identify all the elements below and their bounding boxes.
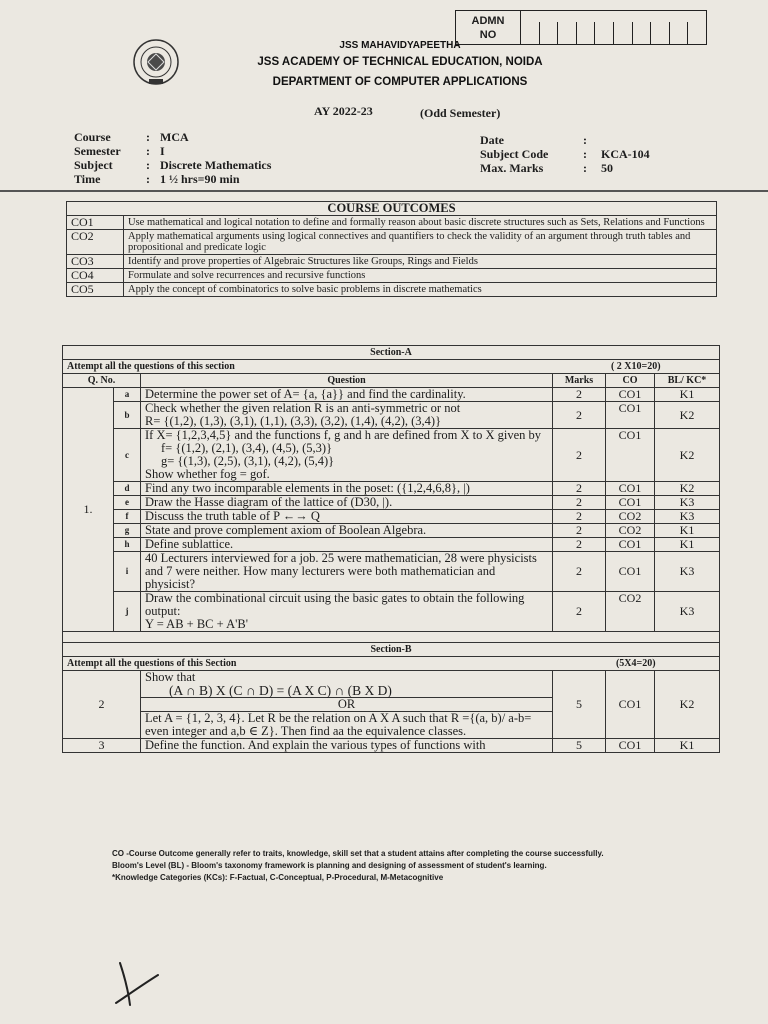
- detail-key: Time: [74, 172, 101, 186]
- question-marks: 2: [553, 538, 606, 552]
- question-line: Find any two incomparable elements in the poset: ({1,2,4,6,8}, |): [145, 481, 470, 495]
- question-bl: K1: [655, 524, 720, 538]
- question-marks: 2: [553, 388, 606, 402]
- question-co: CO1: [606, 538, 655, 552]
- course-outcome-row: [67, 255, 717, 269]
- course-outcome-id: CO2: [67, 230, 124, 255]
- question-line: f= {(1,2), (2,1), (3,4), (4,5), (5,3)}: [161, 441, 333, 455]
- question-bl: K2: [655, 429, 720, 482]
- question-part: [141, 739, 552, 752]
- question-text: [141, 429, 553, 482]
- question-line: If X= {1,2,3,4,5} and the functions f, g and h are defined from X to X given by: [145, 428, 542, 442]
- detail-row: [74, 158, 271, 172]
- course-outcome-row: [67, 216, 717, 230]
- detail-row: [74, 172, 271, 186]
- question-number: 1.: [63, 388, 114, 632]
- question-table: [62, 345, 720, 753]
- course-outcome-text: Formulate and solve recurrences and recursive functions: [124, 269, 717, 283]
- footnotes: [112, 848, 672, 884]
- course-outcomes-title: COURSE OUTCOMES: [67, 202, 717, 216]
- question-marks: 2: [553, 510, 606, 524]
- question-bl: K3: [655, 592, 720, 632]
- detail-colon: :: [146, 130, 150, 144]
- admission-label-line2: NO: [479, 29, 497, 41]
- section-b-title-row: [63, 643, 720, 657]
- section-a-marks-scheme: ( 2 X10=20): [553, 360, 720, 374]
- question-row: [63, 388, 720, 402]
- question-number: 3: [63, 739, 141, 753]
- question-letter: d: [114, 482, 141, 496]
- institution-parent: JSS MAHAVIDYAPEETHA: [339, 40, 461, 51]
- section-b-title: Section-B: [63, 643, 720, 657]
- question-marks: 2: [553, 482, 606, 496]
- question-line: Discuss the truth table of P ←→ Q: [145, 509, 320, 523]
- institute-seal-icon: [132, 38, 180, 86]
- signature-mark: [112, 955, 162, 1010]
- header-co: CO: [606, 374, 655, 388]
- detail-colon: :: [146, 144, 150, 158]
- section-gap-cell: [63, 632, 720, 643]
- question-row: [63, 510, 720, 524]
- question-bl: K2: [655, 402, 720, 429]
- question-letter: b: [114, 402, 141, 429]
- institution-name: JSS ACADEMY OF TECHNICAL EDUCATION, NOIDA: [257, 56, 543, 68]
- section-a-title: Section-A: [63, 346, 720, 360]
- question-bl: K3: [655, 510, 720, 524]
- question-bl: K1: [655, 388, 720, 402]
- question-line: Draw the Hasse diagram of the lattice of (D30, |).: [145, 495, 393, 509]
- course-outcome-text: Identify and prove properties of Algebraic Structures like Groups, Rings and Fields: [124, 255, 717, 269]
- footnote: CO -Course Outcome generally refer to traits, knowledge, skill set that a student attains after completing the course successfully.: [112, 849, 604, 858]
- section-a-instruction: Attempt all the questions of this section: [63, 360, 553, 374]
- admission-digit-box: [688, 22, 706, 44]
- question-line: Check whether the given relation R is an anti-symmetric or not: [145, 401, 461, 415]
- detail-colon: :: [146, 158, 150, 172]
- detail-value: MCA: [160, 130, 189, 144]
- question-co: CO2: [606, 510, 655, 524]
- question-line: Define sublattice.: [145, 537, 234, 551]
- question-text: [141, 388, 553, 402]
- department-name: DEPARTMENT OF COMPUTER APPLICATIONS: [272, 76, 528, 88]
- detail-colon: :: [583, 161, 587, 175]
- question-marks: 2: [553, 496, 606, 510]
- question-row: [63, 671, 720, 739]
- question-line: 40 Lecturers interviewed for a job. 25 were mathematician, 28 were physicists and 7 were neither. How many lecturers were both mathematician and physicist?: [145, 551, 537, 591]
- admission-label-line1: ADMN: [471, 15, 505, 27]
- course-outcome-id: CO4: [67, 269, 124, 283]
- question-co: CO1: [606, 388, 655, 402]
- detail-key: Max. Marks: [480, 161, 544, 175]
- detail-key: Subject Code: [480, 147, 549, 161]
- question-co: CO2: [606, 524, 655, 538]
- academic-year: AY 2022-23: [314, 104, 373, 118]
- question-row: [63, 552, 720, 592]
- detail-row: [480, 161, 650, 175]
- detail-value: KCA-104: [601, 147, 650, 161]
- question-marks: 2: [553, 524, 606, 538]
- detail-colon: :: [146, 172, 150, 186]
- question-marks: 2: [553, 402, 606, 429]
- detail-key: Date: [480, 133, 504, 147]
- exam-details-left: [74, 130, 271, 186]
- detail-value: 50: [601, 161, 613, 175]
- question-text: [141, 510, 553, 524]
- question-marks: 2: [553, 592, 606, 632]
- question-row: [63, 592, 720, 632]
- question-marks: 2: [553, 552, 606, 592]
- question-co: CO1: [606, 402, 655, 429]
- detail-key: Semester: [74, 144, 121, 158]
- question-bl: K1: [655, 538, 720, 552]
- question-letter: f: [114, 510, 141, 524]
- question-part: [141, 712, 552, 738]
- question-row: [63, 402, 720, 429]
- question-co: CO2: [606, 592, 655, 632]
- footnote: Bloom's Level (BL) - Bloom's taxonomy framework is planning and designing of assessment of student's learning.: [112, 861, 547, 870]
- detail-row: [74, 130, 271, 144]
- question-line: Draw the combinational circuit using the basic gates to obtain the following output:: [145, 591, 525, 618]
- question-text: [141, 592, 553, 632]
- detail-row: [480, 133, 650, 147]
- admission-digit-box: [614, 22, 633, 44]
- header-divider: [0, 190, 768, 192]
- course-outcome-text: Apply the concept of combinatorics to solve basic problems in discrete mathematics: [124, 283, 717, 297]
- question-line: Y = AB + BC + A'B': [145, 617, 248, 631]
- detail-value: 1 ½ hrs=90 min: [160, 172, 240, 186]
- question-bl: K2: [655, 482, 720, 496]
- question-row: [63, 524, 720, 538]
- question-bl: K1: [655, 739, 720, 753]
- question-line: Show that: [145, 670, 196, 684]
- section-b-instruction-row: [63, 657, 720, 671]
- detail-row: [480, 147, 650, 161]
- question-marks: 5: [553, 671, 606, 739]
- course-outcome-row: [67, 230, 717, 255]
- question-letter: c: [114, 429, 141, 482]
- course-outcome-row: [67, 283, 717, 297]
- question-letter: a: [114, 388, 141, 402]
- section-gap: [63, 632, 720, 643]
- header-qno: Q. No.: [63, 374, 141, 388]
- footnote: *Knowledge Categories (KCs): F-Factual, C-Conceptual, P-Procedural, M-Metacognitive: [112, 873, 444, 882]
- course-outcomes-table: [66, 201, 717, 297]
- course-outcome-id: CO1: [67, 216, 124, 230]
- question-part: [141, 671, 552, 697]
- question-letter: e: [114, 496, 141, 510]
- detail-key: Course: [74, 130, 111, 144]
- admission-digit-box: [633, 22, 652, 44]
- header-question: Question: [141, 374, 553, 388]
- course-outcome-id: CO3: [67, 255, 124, 269]
- question-line: R= {(1,2), (1,3), (3,1), (1,1), (3,3), (3,2), (1,4), (4,2), (3,4)}: [145, 414, 442, 428]
- question-text: [141, 496, 553, 510]
- question-line: Let A = {1, 2, 3, 4}. Let R be the relation on A X A such that R ={(a, b)/ a-b= even integer and a,b ∈ Z}. Then find aa the equivalence classes.: [145, 711, 532, 738]
- question-row: [63, 739, 720, 753]
- detail-row: [74, 144, 271, 158]
- question-row: [63, 538, 720, 552]
- question-co: CO1: [606, 552, 655, 592]
- question-marks: 5: [553, 739, 606, 753]
- question-text: [141, 552, 553, 592]
- question-bl: K2: [655, 671, 720, 739]
- course-outcome-text: Use mathematical and logical notation to define and formally reason about basic discrete structures such as Sets, Relations and Functions: [124, 216, 717, 230]
- detail-value: I: [160, 144, 165, 158]
- course-outcome-id: CO5: [67, 283, 124, 297]
- question-letter: h: [114, 538, 141, 552]
- question-line: Determine the power set of A= {a, {a}} and find the cardinality.: [145, 387, 466, 401]
- question-co: CO1: [606, 739, 655, 753]
- section-b-instruction: Attempt all the questions of this Section: [63, 657, 553, 671]
- admission-digit-box: [651, 22, 670, 44]
- question-line: Show whether fog = gof.: [145, 467, 270, 481]
- question-co: CO1: [606, 671, 655, 739]
- semester-type: (Odd Semester): [420, 106, 501, 120]
- question-line: (A ∩ B) X (C ∩ D) = (A X C) ∩ (B X D): [169, 683, 392, 698]
- exam-details-right: [480, 133, 650, 175]
- question-row: [63, 429, 720, 482]
- question-text: [141, 739, 553, 753]
- admission-digit-box: [670, 22, 689, 44]
- course-outcome-row: [67, 269, 717, 283]
- detail-colon: :: [583, 133, 587, 147]
- detail-colon: :: [583, 147, 587, 161]
- question-bl: K3: [655, 552, 720, 592]
- question-line: Define the function. And explain the various types of functions with: [145, 738, 486, 752]
- section-b-marks-scheme: (5X4=20): [553, 657, 720, 671]
- or-divider: OR: [141, 697, 552, 712]
- question-co: CO1: [606, 429, 655, 482]
- question-bl: K3: [655, 496, 720, 510]
- question-co: CO1: [606, 482, 655, 496]
- course-outcome-text: Apply mathematical arguments using logical connectives and quantifiers to check the validity of an argument through truth tables and propositional and predicate logic: [124, 230, 717, 255]
- question-text: [141, 524, 553, 538]
- detail-value: Discrete Mathematics: [160, 158, 272, 172]
- header-marks: Marks: [553, 374, 606, 388]
- question-row: [63, 496, 720, 510]
- question-text: [141, 482, 553, 496]
- question-line: g= {(1,3), (2,5), (3,1), (4,2), (5,4)}: [161, 454, 335, 468]
- question-marks: 2: [553, 429, 606, 482]
- question-row: [63, 482, 720, 496]
- question-text: [141, 538, 553, 552]
- question-co: CO1: [606, 496, 655, 510]
- question-letter: j: [114, 592, 141, 632]
- detail-key: Subject: [74, 158, 113, 172]
- question-number: 2: [63, 671, 141, 739]
- question-text: [141, 402, 553, 429]
- question-letter: i: [114, 552, 141, 592]
- question-line: State and prove complement axiom of Boolean Algebra.: [145, 523, 427, 537]
- question-letter: g: [114, 524, 141, 538]
- header-bl: BL/ KC*: [655, 374, 720, 388]
- question-text: [141, 671, 553, 739]
